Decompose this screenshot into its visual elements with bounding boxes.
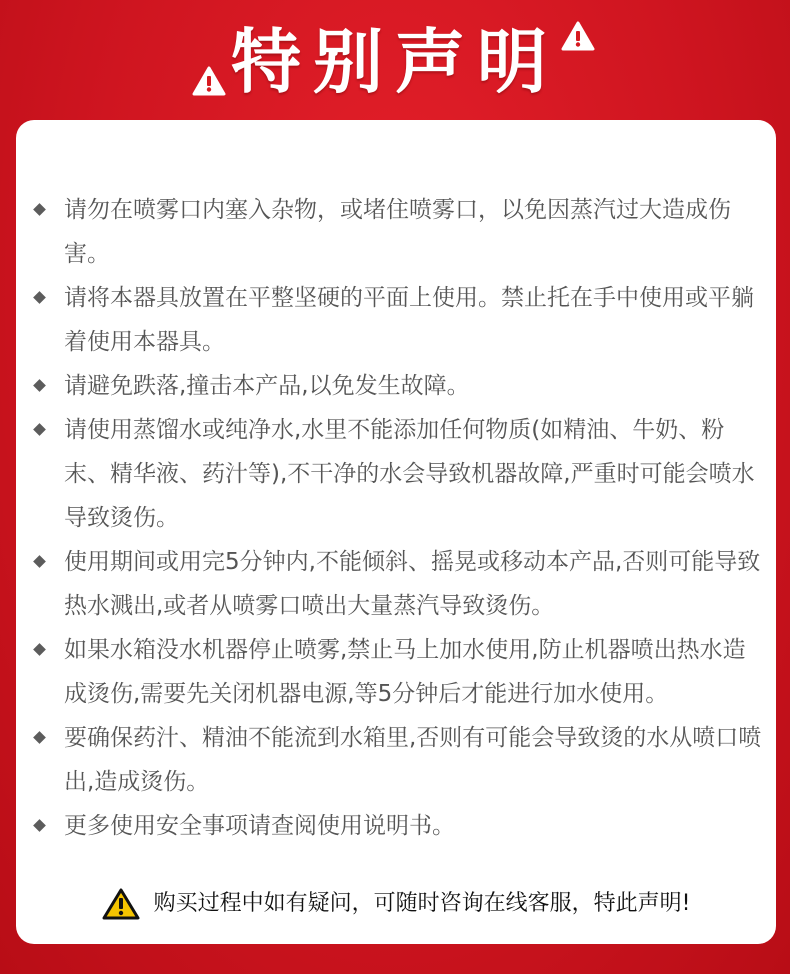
notice-card — [16, 120, 776, 944]
notice-text: 请勿在喷雾口内塞入杂物，或堵住喷雾口，以免因蒸汽过大造成伤害。 — [64, 197, 731, 267]
notice-item — [32, 716, 762, 804]
notice-item — [32, 628, 762, 716]
diamond-bullet-icon — [33, 203, 46, 216]
notice-item — [32, 540, 762, 628]
footer-statement — [16, 886, 776, 926]
warning-icon — [561, 21, 595, 51]
notice-text: 请将本器具放置在平整坚硬的平面上使用。禁止托在手中使用或平躺着使用本器具。 — [64, 285, 754, 355]
notice-item — [32, 188, 762, 276]
notice-item — [32, 408, 762, 540]
notice-item — [32, 364, 762, 408]
notice-text: 请使用蒸馏水或纯净水,水里不能添加任何物质(如精油、牛奶、粉末、精华液、药汁等),不干净的水会导致机器故障,严重时可能会喷水导致烫伤。 — [64, 417, 755, 531]
notice-text: 更多使用安全事项请查阅使用说明书。 — [64, 813, 455, 839]
diamond-bullet-icon — [33, 423, 46, 436]
notice-list — [32, 188, 762, 848]
diamond-bullet-icon — [33, 555, 46, 568]
notice-text: 要确保药汁、精油不能流到水箱里,否则有可能会导致烫的水从喷口喷出,造成烫伤。 — [64, 725, 762, 795]
footer-text: 购买过程中如有疑问，可随时咨询在线客服，特此声明! — [153, 891, 691, 916]
diamond-bullet-icon — [33, 643, 46, 656]
notice-text: 使用期间或用完5分钟内,不能倾斜、摇晃或移动本产品,否则可能导致热水溅出,或者从喷雾口喷出大量蒸汽导致烫伤。 — [64, 549, 761, 619]
warning-icon — [102, 887, 140, 921]
diamond-bullet-icon — [33, 819, 46, 832]
notice-text: 如果水箱没水机器停止喷雾,禁止马上加水使用,防止机器喷出热水造成烫伤,需要先关闭机器电源,等5分钟后才能进行加水使用。 — [64, 637, 746, 707]
diamond-bullet-icon — [33, 731, 46, 744]
notice-item — [32, 804, 762, 848]
notice-text: 请避免跌落,撞击本产品,以免发生故障。 — [64, 373, 470, 399]
diamond-bullet-icon — [33, 379, 46, 392]
notice-item — [32, 276, 762, 364]
page-title: 特别声明 — [231, 21, 559, 103]
footer-content — [102, 886, 691, 922]
header — [0, 0, 790, 120]
diamond-bullet-icon — [33, 291, 46, 304]
